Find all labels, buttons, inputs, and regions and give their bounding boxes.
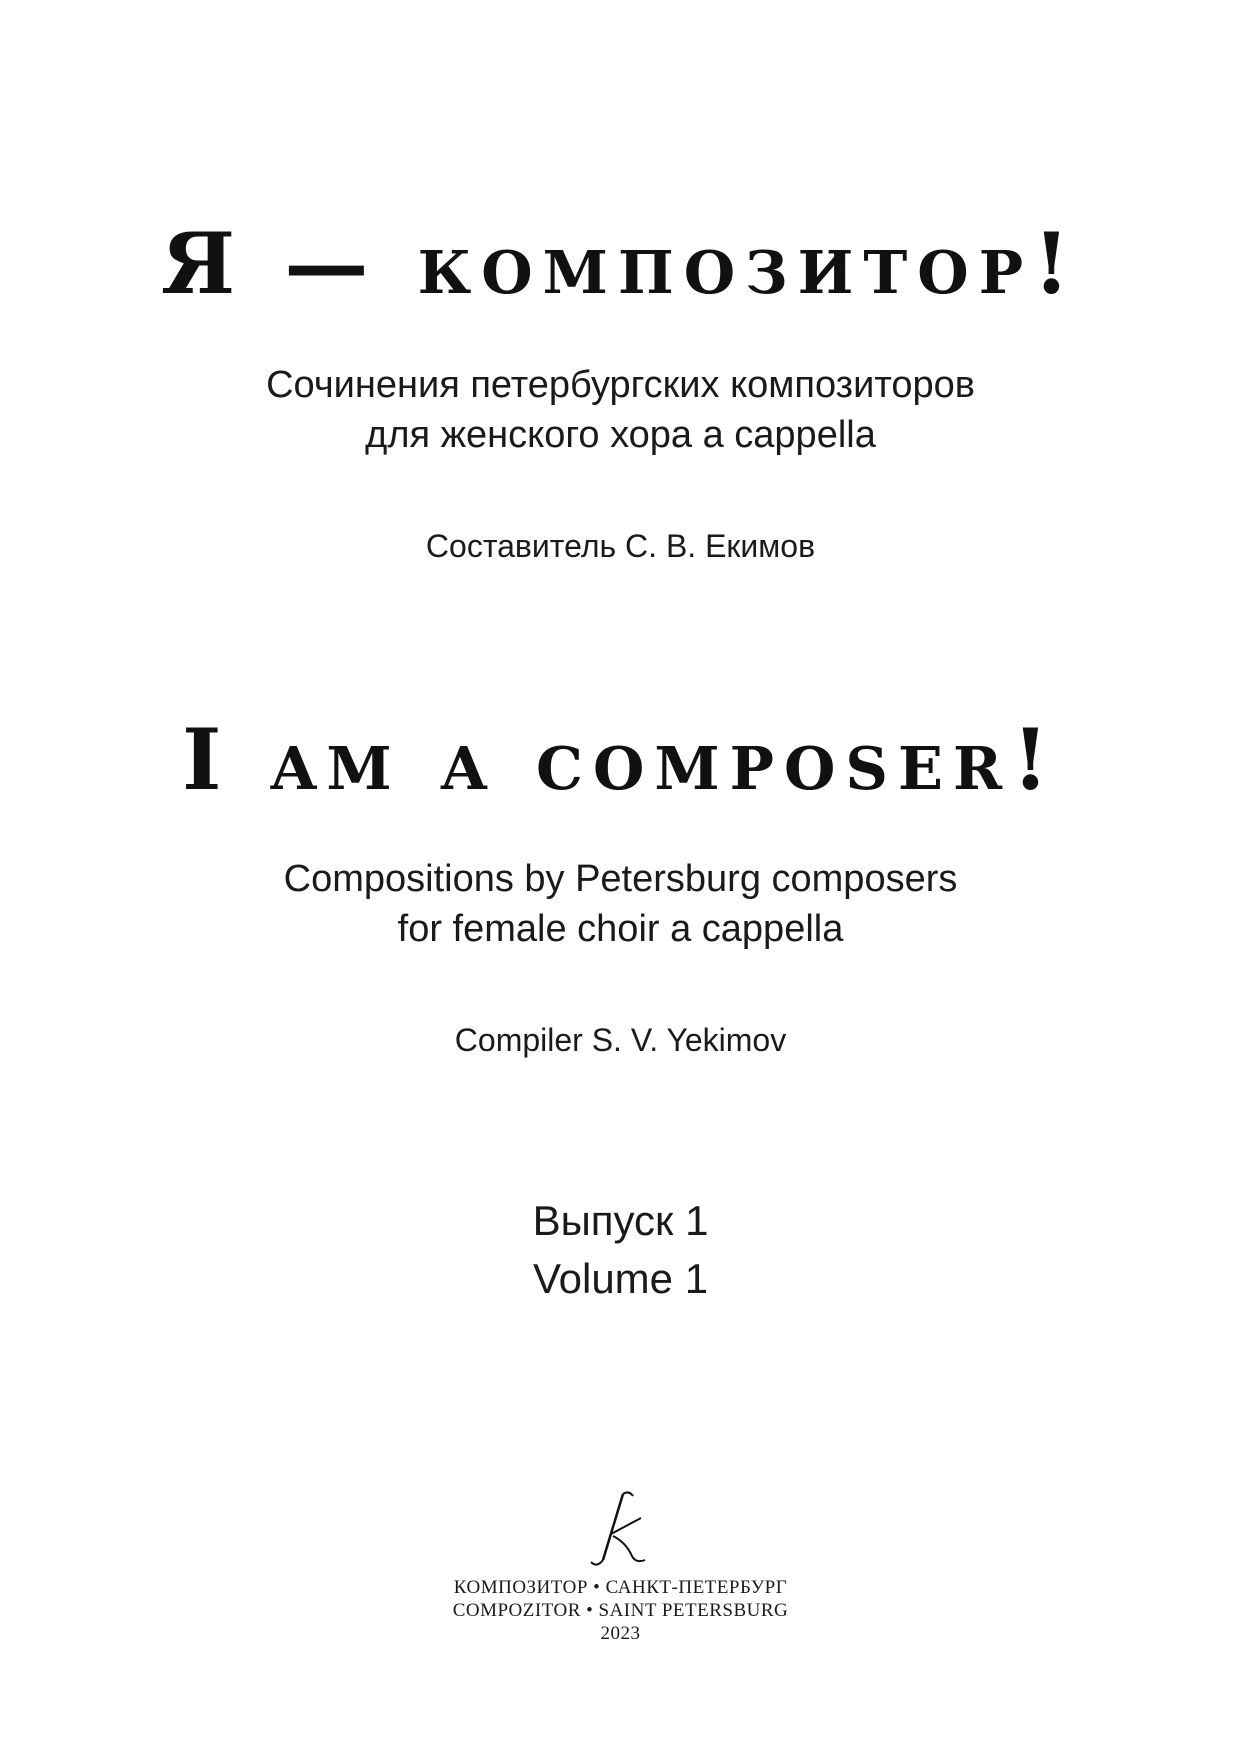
russian-subtitle [0,360,1241,460]
publisher-logo [585,1490,651,1570]
russian-subtitle-line-1: Сочинения петербургских композиторов [266,364,975,406]
english-subtitle [0,854,1241,954]
russian-title: Я — композитор! [161,214,1080,313]
english-title: I am a composer! [182,710,1059,809]
publisher-imprint [0,1576,1241,1645]
publisher-line-english: COMPOZITOR • SAINT PETERSBURG [452,1600,789,1621]
logo-stem [603,1494,623,1560]
english-subtitle-line-2: for female choir a cappella [397,908,844,950]
volume-russian: Выпуск 1 [532,1197,709,1244]
logo-top [623,1492,633,1496]
volume-english: Volume 1 [532,1255,709,1302]
publisher-line-russian: КОМПОЗИТОР • САНКТ-ПЕТЕРБУРГ [453,1577,788,1598]
russian-subtitle-line-2: для женского хора a cappella [365,414,876,456]
logo-tail [591,1560,603,1565]
russian-compiler: Составитель С. В. Екимов [425,528,816,564]
english-subtitle-line-1: Compositions by Petersburg composers [283,858,958,900]
publication-year: 2023 [600,1623,641,1644]
volume-info [0,1192,1241,1308]
english-compiler: Compiler S. V. Yekimov [454,1022,787,1058]
logo-leg [613,1536,645,1561]
